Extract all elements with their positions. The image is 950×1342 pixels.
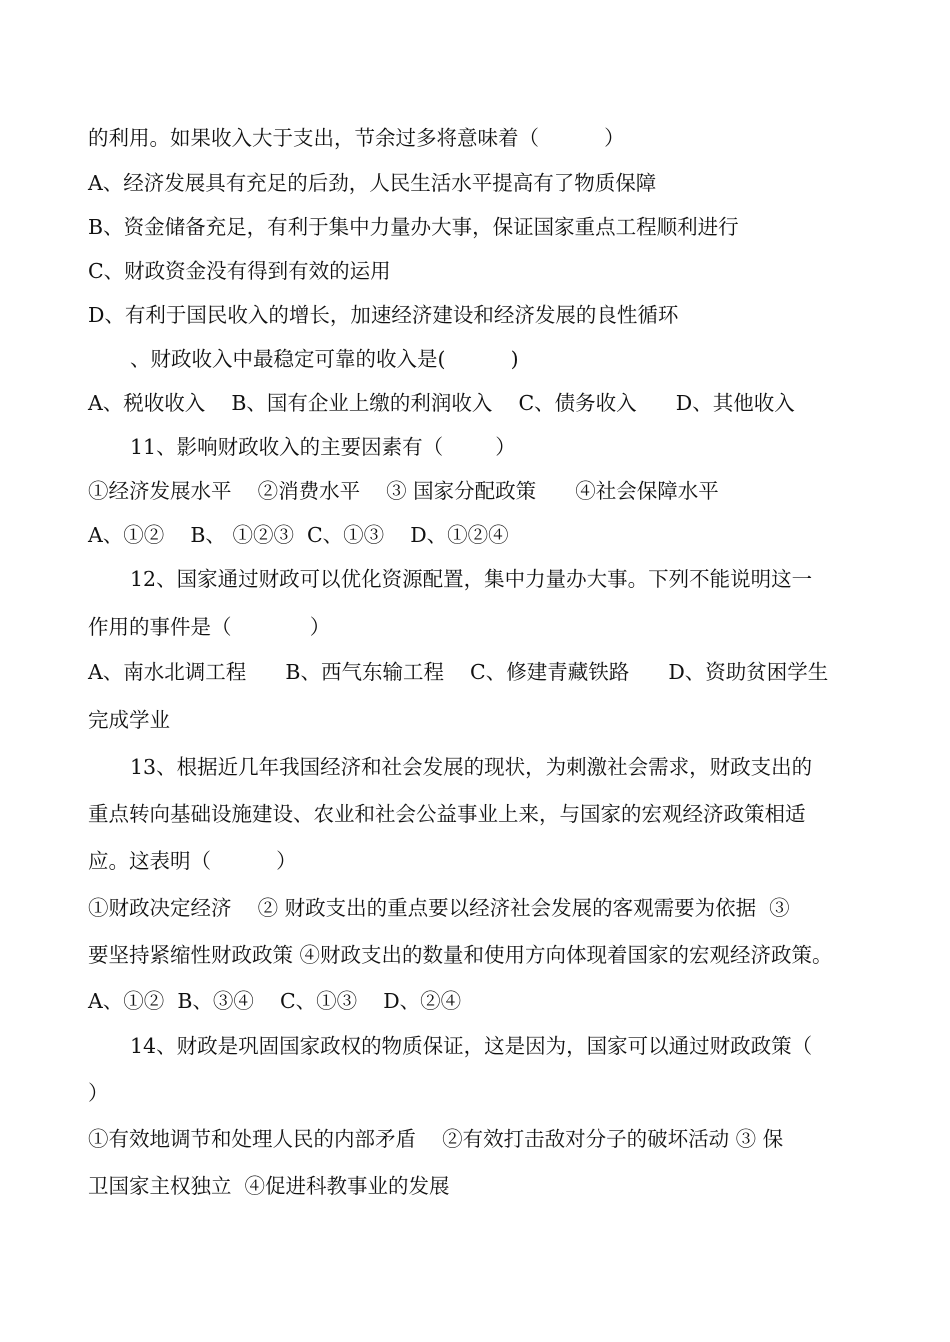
question-13-statements-cont: 要坚持紧缩性财政政策 ④财政支出的数量和使用方向体现着国家的宏观经济政策。 — [88, 943, 833, 967]
question-11-stem: 11、影响财政收入的主要因素有（ ） — [130, 435, 516, 459]
question-10-options: A、税收收入 B、国有企业上缴的利润收入 C、债务收入 D、其他收入 — [88, 391, 795, 415]
question-12-stem: 12、国家通过财政可以优化资源配置，集中力量办大事。下列不能说明这一 — [130, 567, 813, 591]
question-12-stem-cont: 作用的事件是（ ） — [88, 615, 331, 639]
option-d-line: D、有利于国民收入的增长，加速经济建设和经济发展的良性循环 — [88, 303, 679, 327]
question-11-options: A、①② B、 ①②③ C、①③ D、①②④ — [88, 523, 509, 547]
question-14-statements: ①有效地调节和处理人民的内部矛盾 ②有效打击敌对分子的破坏活动 ③ 保 — [88, 1127, 784, 1151]
option-c-line: C、财政资金没有得到有效的运用 — [88, 259, 391, 283]
question-13-options: A、①② B、③④ C、①③ D、②④ — [88, 989, 462, 1013]
question-14-stem-cont: ） — [88, 1081, 109, 1105]
question-13-stem-cont-2: 应。这表明（ ） — [88, 849, 297, 873]
option-b-line: B、资金储备充足，有利于集中力量办大事，保证国家重点工程顺利进行 — [88, 215, 739, 239]
question-13-stem: 13、根据近几年我国经济和社会发展的现状，为刺激社会需求，财政支出的 — [130, 755, 813, 779]
question-12-options: A、南水北调工程 B、西气东输工程 C、修建青藏铁路 D、资助贫困学生 — [88, 660, 829, 684]
question-11-statements: ①经济发展水平 ②消费水平 ③ 国家分配政策 ④社会保障水平 — [88, 479, 719, 503]
text-line-continuation: 的利用。如果收入大于支出，节余过多将意味着（ ） — [88, 126, 625, 150]
question-13-statements: ①财政决定经济 ② 财政支出的重点要以经济社会发展的客观需要为依据 ③ — [88, 896, 790, 920]
option-a-line: A、经济发展具有充足的后劲，人民生活水平提高有了物质保障 — [88, 171, 657, 195]
question-13-stem-cont-1: 重点转向基础设施建设、农业和社会公益事业上来，与国家的宏观经济政策相适 — [88, 802, 806, 826]
question-14-statements-cont: 卫国家主权独立 ④促进科教事业的发展 — [88, 1174, 450, 1198]
question-14-stem: 14、财政是巩固国家政权的物质保证，这是因为，国家可以通过财政政策（ — [130, 1034, 813, 1058]
question-10-stem: 、财政收入中最稳定可靠的收入是( ) — [130, 347, 519, 371]
question-12-options-cont: 完成学业 — [88, 708, 170, 732]
